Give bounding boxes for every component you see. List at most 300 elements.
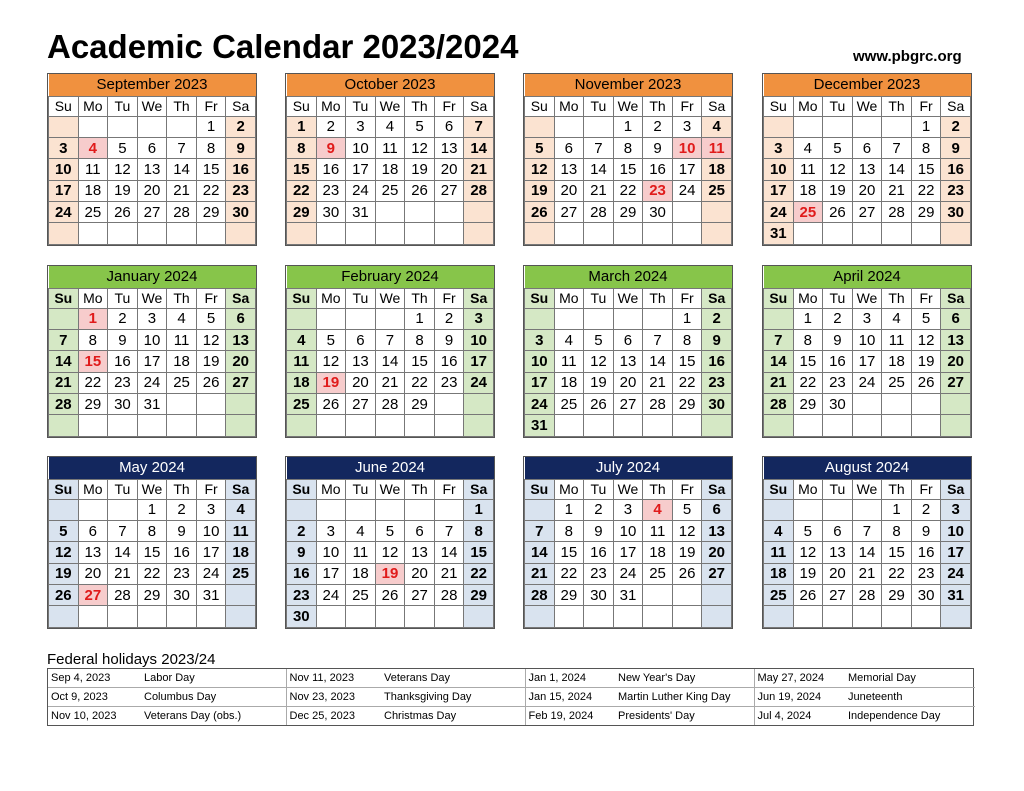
day-cell: 25 xyxy=(554,394,584,415)
website-link[interactable]: www.pbgrc.org xyxy=(853,48,962,65)
day-cell: 26 xyxy=(196,372,226,393)
empty-cell xyxy=(643,606,673,627)
weekday-header: We xyxy=(137,288,167,308)
month-title: October 2023 xyxy=(287,74,494,96)
day-cell: 12 xyxy=(49,542,79,563)
day-cell: 12 xyxy=(672,520,702,541)
day-cell: 4 xyxy=(793,137,823,158)
day-cell: 5 xyxy=(584,329,614,350)
day-cell: 6 xyxy=(137,137,167,158)
holiday-name: Labor Day xyxy=(141,669,286,688)
day-cell: 5 xyxy=(793,520,823,541)
day-cell: 19 xyxy=(49,563,79,584)
month-calendar xyxy=(47,73,257,246)
day-cell: 28 xyxy=(375,394,405,415)
day-cell: 16 xyxy=(911,542,941,563)
day-cell: 9 xyxy=(911,520,941,541)
weekday-header: We xyxy=(613,96,643,116)
day-cell: 26 xyxy=(49,585,79,606)
empty-cell xyxy=(375,499,405,520)
day-cell: 2 xyxy=(911,499,941,520)
holidays-table xyxy=(47,668,974,726)
day-cell: 10 xyxy=(196,520,226,541)
weekday-header: Th xyxy=(643,288,673,308)
day-cell: 21 xyxy=(375,372,405,393)
day-cell: 3 xyxy=(464,308,494,329)
weekday-header: Su xyxy=(287,96,317,116)
weekday-header: Sa xyxy=(941,479,971,499)
weekday-header: We xyxy=(375,479,405,499)
day-cell: 8 xyxy=(287,137,317,158)
empty-cell xyxy=(793,415,823,436)
weekday-header: Sa xyxy=(464,288,494,308)
day-cell: 13 xyxy=(852,159,882,180)
day-cell: 12 xyxy=(823,159,853,180)
day-cell: 11 xyxy=(554,351,584,372)
empty-cell xyxy=(226,585,256,606)
weekday-header: Tu xyxy=(108,288,138,308)
empty-cell xyxy=(584,606,614,627)
day-cell: 15 xyxy=(793,351,823,372)
day-cell: 25 xyxy=(287,394,317,415)
empty-cell xyxy=(78,223,108,244)
day-cell: 5 xyxy=(375,520,405,541)
weekday-header: Fr xyxy=(196,288,226,308)
day-cell: 16 xyxy=(108,351,138,372)
day-cell: 16 xyxy=(941,159,971,180)
day-cell: 12 xyxy=(196,329,226,350)
day-cell: 3 xyxy=(346,116,376,137)
weekday-header: Sa xyxy=(226,288,256,308)
day-cell: 29 xyxy=(911,202,941,223)
day-cell: 15 xyxy=(464,542,494,563)
day-cell: 19 xyxy=(793,563,823,584)
day-cell: 5 xyxy=(196,308,226,329)
day-cell: 3 xyxy=(613,499,643,520)
day-cell: 21 xyxy=(525,563,555,584)
weekday-header: Su xyxy=(525,479,555,499)
day-cell: 22 xyxy=(78,372,108,393)
weekday-header: Mo xyxy=(554,479,584,499)
day-cell: 27 xyxy=(702,563,732,584)
day-cell: 13 xyxy=(434,137,464,158)
day-cell: 29 xyxy=(882,585,912,606)
day-cell: 14 xyxy=(49,351,79,372)
day-cell: 7 xyxy=(525,520,555,541)
day-cell: 1 xyxy=(287,116,317,137)
day-cell: 14 xyxy=(464,137,494,158)
weekday-header: Sa xyxy=(941,288,971,308)
holiday-date: Nov 23, 2023 xyxy=(286,688,381,707)
day-cell: 11 xyxy=(702,137,732,158)
empty-cell xyxy=(882,394,912,415)
day-cell: 29 xyxy=(554,585,584,606)
empty-cell xyxy=(196,223,226,244)
day-cell: 20 xyxy=(78,563,108,584)
empty-cell xyxy=(108,499,138,520)
weekday-header: Mo xyxy=(793,288,823,308)
day-cell: 7 xyxy=(375,329,405,350)
day-cell: 25 xyxy=(793,202,823,223)
day-cell: 19 xyxy=(672,542,702,563)
day-cell: 4 xyxy=(287,329,317,350)
day-cell: 17 xyxy=(941,542,971,563)
day-cell: 29 xyxy=(613,202,643,223)
weekday-header: Fr xyxy=(911,479,941,499)
day-cell: 23 xyxy=(316,180,346,201)
day-cell: 24 xyxy=(196,563,226,584)
day-cell: 19 xyxy=(108,180,138,201)
empty-cell xyxy=(375,415,405,436)
empty-cell xyxy=(852,499,882,520)
empty-cell xyxy=(643,223,673,244)
holiday-date: Nov 11, 2023 xyxy=(286,669,381,688)
day-cell: 16 xyxy=(434,351,464,372)
day-cell: 30 xyxy=(941,202,971,223)
day-cell: 27 xyxy=(554,202,584,223)
empty-cell xyxy=(823,606,853,627)
empty-cell xyxy=(78,499,108,520)
day-cell: 4 xyxy=(167,308,197,329)
day-cell: 6 xyxy=(346,329,376,350)
day-cell: 7 xyxy=(464,116,494,137)
weekday-header: Tu xyxy=(584,479,614,499)
empty-cell xyxy=(941,223,971,244)
day-cell: 19 xyxy=(823,180,853,201)
empty-cell xyxy=(672,585,702,606)
weekday-header: Th xyxy=(882,96,912,116)
empty-cell xyxy=(78,415,108,436)
day-cell: 1 xyxy=(464,499,494,520)
day-cell: 17 xyxy=(346,159,376,180)
day-cell: 21 xyxy=(882,180,912,201)
empty-cell xyxy=(434,394,464,415)
weekday-header: Tu xyxy=(346,288,376,308)
day-cell: 9 xyxy=(643,137,673,158)
weekday-header: Tu xyxy=(346,479,376,499)
holiday-date: Jan 1, 2024 xyxy=(525,669,615,688)
empty-cell xyxy=(167,415,197,436)
empty-cell xyxy=(911,394,941,415)
holiday-name: Juneteenth xyxy=(845,688,975,707)
day-cell: 15 xyxy=(613,159,643,180)
day-cell: 29 xyxy=(78,394,108,415)
day-cell: 28 xyxy=(643,394,673,415)
day-cell: 20 xyxy=(823,563,853,584)
weekday-header: Sa xyxy=(702,288,732,308)
day-cell: 17 xyxy=(49,180,79,201)
day-cell: 22 xyxy=(287,180,317,201)
day-cell: 6 xyxy=(405,520,435,541)
day-cell: 8 xyxy=(464,520,494,541)
day-cell: 13 xyxy=(78,542,108,563)
empty-cell xyxy=(196,606,226,627)
holiday-row xyxy=(48,669,975,688)
day-cell: 24 xyxy=(464,372,494,393)
day-cell: 31 xyxy=(346,202,376,223)
day-cell: 10 xyxy=(464,329,494,350)
empty-cell xyxy=(375,202,405,223)
day-cell: 4 xyxy=(764,520,794,541)
weekday-header: Sa xyxy=(464,479,494,499)
day-cell: 25 xyxy=(167,372,197,393)
day-cell: 21 xyxy=(584,180,614,201)
month-calendar xyxy=(47,456,257,629)
day-cell: 6 xyxy=(554,137,584,158)
holiday-date: Nov 10, 2023 xyxy=(51,709,117,722)
day-cell: 24 xyxy=(525,394,555,415)
weekday-header: Su xyxy=(525,288,555,308)
day-cell: 23 xyxy=(226,180,256,201)
day-cell: 11 xyxy=(226,520,256,541)
day-cell: 23 xyxy=(823,372,853,393)
empty-cell xyxy=(793,606,823,627)
empty-cell xyxy=(226,606,256,627)
day-cell: 3 xyxy=(672,116,702,137)
day-cell: 25 xyxy=(78,202,108,223)
holiday-date: Feb 19, 2024 xyxy=(525,706,615,725)
day-cell: 17 xyxy=(764,180,794,201)
day-cell: 13 xyxy=(702,520,732,541)
day-cell: 29 xyxy=(793,394,823,415)
day-cell: 14 xyxy=(525,542,555,563)
empty-cell xyxy=(287,415,317,436)
day-cell: 10 xyxy=(49,159,79,180)
day-cell: 19 xyxy=(525,180,555,201)
weekday-header: We xyxy=(375,288,405,308)
day-cell: 22 xyxy=(882,563,912,584)
empty-cell xyxy=(764,415,794,436)
day-cell: 16 xyxy=(226,159,256,180)
day-cell: 18 xyxy=(375,159,405,180)
weekday-header: We xyxy=(613,479,643,499)
empty-cell xyxy=(554,308,584,329)
day-cell: 9 xyxy=(226,137,256,158)
day-cell: 7 xyxy=(434,520,464,541)
empty-cell xyxy=(196,415,226,436)
empty-cell xyxy=(764,308,794,329)
empty-cell xyxy=(316,308,346,329)
day-cell: 13 xyxy=(554,159,584,180)
day-cell: 26 xyxy=(672,563,702,584)
empty-cell xyxy=(167,223,197,244)
day-cell: 2 xyxy=(823,308,853,329)
day-cell: 1 xyxy=(672,308,702,329)
weekday-header: Fr xyxy=(434,288,464,308)
holiday-row xyxy=(48,706,975,725)
empty-cell xyxy=(852,415,882,436)
day-cell: 18 xyxy=(764,563,794,584)
day-cell: 21 xyxy=(464,159,494,180)
day-cell: 6 xyxy=(434,116,464,137)
empty-cell xyxy=(852,116,882,137)
month-calendar xyxy=(285,73,495,246)
weekday-header: Tu xyxy=(823,288,853,308)
empty-cell xyxy=(405,223,435,244)
empty-cell xyxy=(226,223,256,244)
day-cell: 6 xyxy=(226,308,256,329)
weekday-header: Su xyxy=(287,288,317,308)
day-cell: 9 xyxy=(584,520,614,541)
empty-cell xyxy=(764,606,794,627)
day-cell: 17 xyxy=(464,351,494,372)
holiday-date: May 27, 2024 xyxy=(754,669,845,688)
day-cell: 26 xyxy=(793,585,823,606)
day-cell: 14 xyxy=(108,542,138,563)
day-cell: 30 xyxy=(108,394,138,415)
day-cell: 9 xyxy=(941,137,971,158)
day-cell: 9 xyxy=(316,137,346,158)
weekday-header: Tu xyxy=(584,96,614,116)
day-cell: 27 xyxy=(78,585,108,606)
weekday-header: We xyxy=(137,96,167,116)
day-cell: 30 xyxy=(643,202,673,223)
day-cell: 2 xyxy=(434,308,464,329)
day-cell: 3 xyxy=(137,308,167,329)
weekday-header: Th xyxy=(643,479,673,499)
day-cell: 20 xyxy=(613,372,643,393)
day-cell: 30 xyxy=(584,585,614,606)
day-cell: 20 xyxy=(226,351,256,372)
day-cell: 25 xyxy=(226,563,256,584)
weekday-header: Fr xyxy=(911,288,941,308)
empty-cell xyxy=(941,606,971,627)
day-cell: 22 xyxy=(613,180,643,201)
empty-cell xyxy=(584,415,614,436)
day-cell: 25 xyxy=(346,585,376,606)
day-cell: 7 xyxy=(882,137,912,158)
empty-cell xyxy=(672,202,702,223)
empty-cell xyxy=(793,116,823,137)
day-cell: 22 xyxy=(911,180,941,201)
empty-cell xyxy=(525,606,555,627)
day-cell: 16 xyxy=(702,351,732,372)
day-cell: 31 xyxy=(613,585,643,606)
empty-cell xyxy=(226,394,256,415)
weekday-header: Th xyxy=(405,96,435,116)
day-cell: 2 xyxy=(167,499,197,520)
weekday-header: Tu xyxy=(108,96,138,116)
empty-cell xyxy=(137,223,167,244)
weekday-header: Th xyxy=(643,96,673,116)
day-cell: 12 xyxy=(375,542,405,563)
day-cell: 19 xyxy=(405,159,435,180)
empty-cell xyxy=(525,308,555,329)
day-cell: 6 xyxy=(702,499,732,520)
holiday-name: Memorial Day xyxy=(845,669,975,688)
month-title: December 2023 xyxy=(764,74,971,96)
day-cell: 25 xyxy=(702,180,732,201)
weekday-header: Tu xyxy=(823,96,853,116)
empty-cell xyxy=(49,606,79,627)
day-cell: 12 xyxy=(108,159,138,180)
day-cell: 22 xyxy=(405,372,435,393)
weekday-header: Mo xyxy=(793,479,823,499)
day-cell: 27 xyxy=(852,202,882,223)
empty-cell xyxy=(882,606,912,627)
day-cell: 5 xyxy=(316,329,346,350)
weekday-header: Mo xyxy=(554,288,584,308)
weekday-header: Th xyxy=(882,288,912,308)
month-title: May 2024 xyxy=(49,457,256,479)
day-cell: 25 xyxy=(882,372,912,393)
weekday-header: Sa xyxy=(941,96,971,116)
day-cell: 20 xyxy=(941,351,971,372)
day-cell: 21 xyxy=(852,563,882,584)
day-cell: 8 xyxy=(405,329,435,350)
empty-cell xyxy=(764,116,794,137)
holiday-name: Thanksgiving Day xyxy=(381,688,525,707)
day-cell: 8 xyxy=(137,520,167,541)
day-cell: 3 xyxy=(196,499,226,520)
empty-cell xyxy=(316,223,346,244)
empty-cell xyxy=(702,606,732,627)
day-cell: 5 xyxy=(49,520,79,541)
weekday-header: We xyxy=(852,479,882,499)
day-cell: 10 xyxy=(613,520,643,541)
day-cell: 31 xyxy=(941,585,971,606)
day-cell: 12 xyxy=(911,329,941,350)
empty-cell xyxy=(137,116,167,137)
day-cell: 20 xyxy=(554,180,584,201)
month-calendar xyxy=(762,265,972,438)
day-cell: 24 xyxy=(613,563,643,584)
day-cell: 28 xyxy=(49,394,79,415)
day-cell: 31 xyxy=(196,585,226,606)
empty-cell xyxy=(434,202,464,223)
day-cell: 15 xyxy=(196,159,226,180)
day-cell: 1 xyxy=(554,499,584,520)
day-cell: 13 xyxy=(613,351,643,372)
empty-cell xyxy=(434,499,464,520)
day-cell: 8 xyxy=(672,329,702,350)
day-cell: 2 xyxy=(941,116,971,137)
day-cell: 18 xyxy=(882,351,912,372)
day-cell: 23 xyxy=(434,372,464,393)
empty-cell xyxy=(375,223,405,244)
day-cell: 31 xyxy=(764,223,794,244)
empty-cell xyxy=(554,223,584,244)
empty-cell xyxy=(613,415,643,436)
day-cell: 6 xyxy=(78,520,108,541)
holiday-date: Jan 15, 2024 xyxy=(525,688,615,707)
day-cell: 18 xyxy=(287,372,317,393)
day-cell: 29 xyxy=(672,394,702,415)
day-cell: 28 xyxy=(108,585,138,606)
day-cell: 13 xyxy=(405,542,435,563)
weekday-header: Sa xyxy=(226,479,256,499)
day-cell: 9 xyxy=(167,520,197,541)
empty-cell xyxy=(852,394,882,415)
day-cell: 9 xyxy=(702,329,732,350)
day-cell: 5 xyxy=(823,137,853,158)
day-cell: 24 xyxy=(316,585,346,606)
weekday-header: Sa xyxy=(226,96,256,116)
day-cell: 21 xyxy=(167,180,197,201)
day-cell: 2 xyxy=(287,520,317,541)
day-cell: 23 xyxy=(643,180,673,201)
empty-cell xyxy=(405,499,435,520)
weekday-header: Fr xyxy=(672,288,702,308)
day-cell: 30 xyxy=(316,202,346,223)
empty-cell xyxy=(108,116,138,137)
day-cell: 26 xyxy=(823,202,853,223)
holiday-date: Oct 9, 2023 xyxy=(48,688,141,707)
empty-cell xyxy=(49,116,79,137)
day-cell: 27 xyxy=(823,585,853,606)
weekday-header: Mo xyxy=(316,288,346,308)
day-cell: 24 xyxy=(764,202,794,223)
